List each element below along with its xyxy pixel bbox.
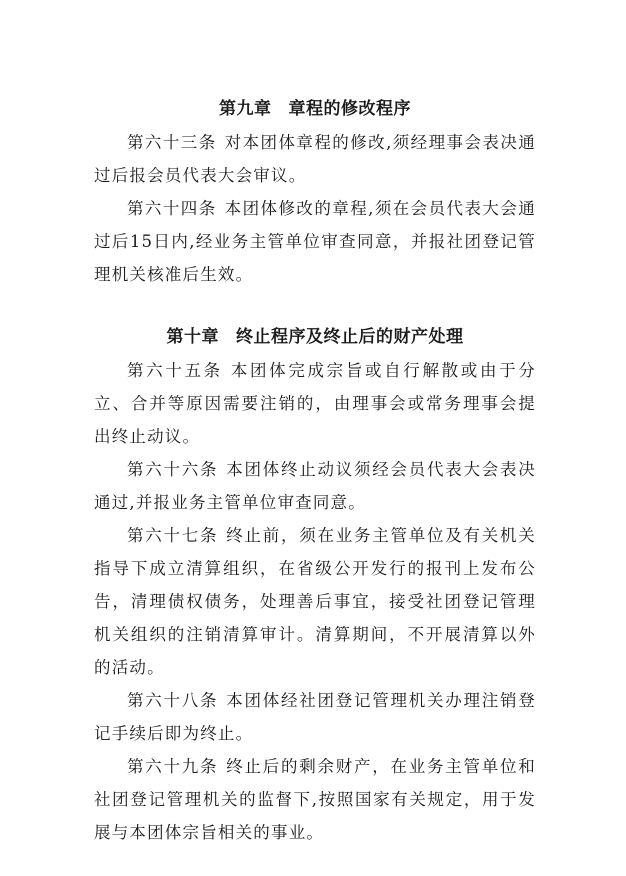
article-number: 第六十三条 (127, 133, 217, 152)
section-spacer (94, 291, 536, 320)
article-text: 本团体经社团登记管理机关办理注销登记手续后即为终止。 (94, 691, 536, 743)
article-text: 本团体修改的章程,须在会员代表大会通过后15日内,经业务主管单位审查同意，并报社团登记管理机关核准后生效。 (94, 199, 536, 284)
chapter-number: 第九章 (219, 99, 272, 119)
chapter-heading: 章程的修改程序 (288, 99, 411, 119)
chapter-heading: 终止程序及终止后的财产处理 (236, 327, 464, 347)
chapter-9 (94, 92, 536, 291)
article-number: 第六十四条 (127, 199, 217, 218)
article-63 (94, 126, 536, 192)
chapter-title (94, 320, 536, 354)
article-66 (94, 453, 536, 519)
article-text: 对本团体章程的修改,须经理事会表决通过后报会员代表大会审议。 (94, 133, 536, 185)
chapter-10 (94, 320, 536, 849)
article-number: 第六十六条 (127, 460, 219, 479)
article-68 (94, 684, 536, 750)
chapter-title (94, 92, 536, 126)
article-64 (94, 192, 536, 291)
article-text: 终止后的剩余财产，在业务主管单位和社团登记管理机关的监督下,按照国家有关规定，用于发展与本团体宗旨相关的事业。 (94, 757, 536, 842)
article-number: 第六十九条 (127, 757, 219, 776)
article-number: 第六十五条 (127, 361, 223, 380)
article-text: 终止前，须在业务主管单位及有关机关指导下成立清算组织，在省级公开发行的报刊上发布公告，清理债权债务，处理善后事宜，接受社团登记管理机关组织的注销清算审计。清算期间，不开展清算以外的活动。 (94, 526, 536, 677)
article-number: 第六十七条 (127, 526, 219, 545)
document-content (94, 92, 536, 849)
article-65 (94, 354, 536, 453)
article-text: 本团体终止动议须经会员代表大会表决通过,并报业务主管单位审查同意。 (94, 460, 536, 512)
article-number: 第六十八条 (127, 691, 219, 710)
article-67 (94, 519, 536, 684)
chapter-number: 第十章 (166, 327, 219, 347)
article-69 (94, 750, 536, 849)
article-text: 本团体完成宗旨或自行解散或由于分立、合并等原因需要注销的，由理事会或常务理事会提出终止动议。 (94, 361, 537, 446)
